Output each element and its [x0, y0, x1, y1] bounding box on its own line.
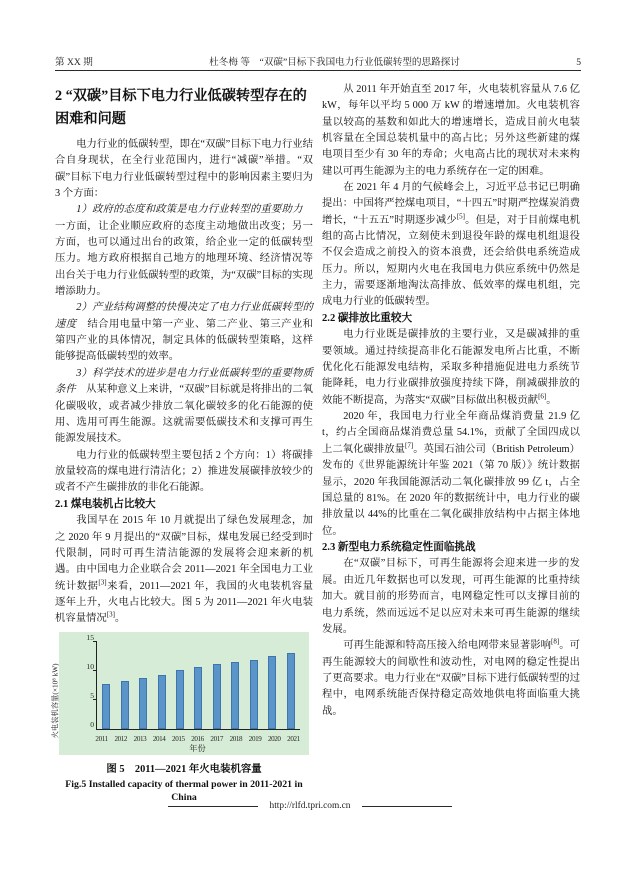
- x-tick-label: 2013: [133, 734, 147, 743]
- right-paragraph-4: [322, 409, 580, 540]
- factor-3-lead: 3）科学技术的进步是电力行业低碳转型的重要物质条件: [55, 367, 313, 396]
- y-tick-mark: [93, 670, 97, 671]
- bar-2014: [158, 675, 166, 729]
- section-2-2-heading: 2.2 碳排放比重较大: [322, 312, 413, 324]
- bar-slot: [282, 642, 300, 729]
- footer-rule-right: [362, 806, 452, 807]
- bar-slot: [208, 642, 226, 729]
- p4-text-2: 。英国石油公司（British Petroleum）发布的《世界能源统计年鉴 2021（第 70 版）》统计数据显示，2020 年我国能源活动二氧化碳排放 99 亿 t，占全国总量的 81%。在 2020 年的数据统计中，电力行业的碳排放量以 44%的比重在二氧化碳排放结构中占据主体地位。: [322, 443, 580, 537]
- x-tick-label: 2018: [229, 734, 243, 743]
- bar-slot: [97, 642, 115, 729]
- y-tick-label: 15: [86, 632, 94, 642]
- factor-2-body: 结合用电量中第一产业、第二产业、第三产业和第四产业的具体情况，制定具体的低碳转型策略，这样能够提高低碳转型的效率。: [55, 318, 313, 363]
- citation-7: [7]: [405, 441, 414, 450]
- x-tick-label: 2014: [152, 734, 166, 743]
- factor-3-body: 从某种意义上来讲，“双碳”目标就是将排出的二氧化碳吸收，或者减少排放二氧化碳较多的化石能源的使用、选用可再生能源。这就需要低碳技术和支撑可再生能源发展技术。: [55, 384, 313, 445]
- x-tick-label: 2021: [287, 734, 300, 743]
- figure5-chart: [50, 632, 309, 755]
- factor-item-2: [55, 300, 313, 365]
- factor-1-lead: 1）政府的态度和政策是电力行业转型的重要助力: [76, 204, 303, 216]
- citation-8: [8]: [551, 637, 560, 646]
- left-column: [50, 82, 313, 805]
- p2-text-2: 。但是，对于目前煤电机组的高占比情况，立刻使未到退役年龄的煤电机组退役不仅会造成之前投入的资本浪费，还会给供电系统造成压力。所以，短期内火电在我国电力供应系统中仍然是主力，需要逐渐地淘汰高排放、低效率的煤电机组，完成电力行业的低碳转型。: [322, 214, 580, 308]
- bar-slot: [152, 642, 170, 729]
- bar-slot: [171, 642, 189, 729]
- two-column-content: [50, 82, 581, 805]
- page-footer: [0, 801, 620, 811]
- bar-2012: [121, 681, 129, 729]
- p2-text-1: 在 2021 年 4 月的气候峰会上，习近平总书记已明确提出：中国将严控煤电项目，“十四五”时期严控煤炭消费增长，“十五五”时期逐步减少: [322, 182, 580, 226]
- bar-slot: [115, 642, 133, 729]
- p6-text-2: 。可再生能源较大的间歇性和波动性，对电网的稳定性提出了更高要求。电力行业在“双碳”目标下进行低碳转型的过程中，电网系统能否保持稳定高效地供电将面临重大挑战。: [322, 640, 580, 717]
- chart-x-axis-label: 年份: [189, 743, 206, 753]
- bar-2018: [231, 662, 239, 729]
- p3-text-2: 。: [546, 394, 557, 406]
- bar-slot: [189, 642, 207, 729]
- header-issue: 第 XX 期: [55, 57, 93, 68]
- chart-y-axis-label: 火电装机容量(×10⁸ kW): [50, 663, 60, 739]
- bar-2016: [194, 667, 202, 728]
- x-tick-label: 2016: [191, 734, 204, 743]
- x-tick-label: 2012: [114, 734, 128, 743]
- right-paragraph-5: 在“双碳”目标下，可再生能源将会迎来进一步的发展。由近几年数据也可以发现，可再生能源的比重持续加大。就目前的形势而言，电网稳定性可以支撑目前的电力系统，然而远远不足以应对未来可再生能源的继续发展。: [322, 558, 580, 635]
- factor-item-1: [55, 202, 313, 300]
- bar-slot: [226, 642, 244, 729]
- p6-text-1: 可再生能源和特高压接入给电网带来显著影响: [343, 640, 552, 652]
- p21-text-1: 我国早在 2015 年 10 月就提出了绿色发展理念，加之 2020 年 9 月提出的“双碳”目标，煤电发展已经受到时代限制，同时可再生清洁能源的发展将会迎来新的机遇。由中国电力企业联合会 2011—2021 年全国电力工业统计数据: [55, 515, 313, 592]
- right-column: [322, 82, 580, 805]
- factor-1-body: 一方面，让企业顺应政府的态度主动地做出改变；另一方面，也可以通过出台的政策，给企业一定的低碳转型压力。地方政府根据自己地方的地理环境、经济情况等出台关于电力行业低碳转型的政策，为“双碳”目标的实现增添助力。: [55, 204, 313, 298]
- section-2-1-paragraph: [55, 513, 313, 627]
- footer-url: http://rlfd.tpri.com.cn: [269, 801, 351, 811]
- right-paragraph-3: [322, 327, 580, 409]
- p21-text-3: 。: [114, 613, 126, 625]
- right-paragraph-6: [322, 638, 580, 720]
- y-tick-label: 10: [86, 661, 94, 671]
- factor-2-lead: 2）产业结构调整的快慢决定了电力行业低碳转型的速度: [55, 302, 313, 330]
- directions-paragraph: 电力行业的低碳转型主要包括 2 个方向：1）将碳排放量较高的煤电进行清洁化；2）推进发展碳排放较少的或者不产生碳排放的非化石能源。: [55, 449, 313, 494]
- right-paragraph-1: 从 2011 年开始直至 2017 年，火电装机容量从 7.6 亿 kW，每年以平均 5 000 万 kW 的增速增加。火电装机容量以较高的基数和如此大的增速增长，造成目前火电装机容量在全国总装机量中的高占比；另外这些新建的煤电项目至少有 30 年的寿命；火电高占比的现状对未来构建以可再生能源为主的电力系统存在一定的困难。: [322, 84, 580, 177]
- page-header: [55, 54, 581, 68]
- header-rule: [55, 70, 581, 71]
- header-page-number: 5: [576, 57, 581, 68]
- citation-3: [3]: [98, 578, 107, 587]
- header-running-title: 杜冬梅 等 “双碳”目标下我国电力行业低碳转型的思路探讨: [209, 57, 460, 68]
- intro-paragraph: 电力行业的低碳转型，即在“双碳”目标下电力行业结合自身现状，在全行业范围内，进行“减碳”举措。“双碳”目标下电力行业低碳转型过程中的影响因素主要归为 3 个方面：: [55, 139, 313, 200]
- y-tick-label: 5: [90, 690, 94, 700]
- section-2-heading: 2 “双碳”目标下电力行业低碳转型存在的困难和问题: [55, 88, 307, 127]
- right-paragraph-2: [322, 180, 580, 311]
- y-tick-label: 0: [90, 719, 94, 729]
- bar-2017: [213, 664, 221, 728]
- figure-caption-en: Fig.5 Installed capacity of thermal power in 2011-2021 in China: [65, 778, 303, 803]
- x-tick-label: 2020: [267, 734, 281, 743]
- bar-2020: [268, 656, 276, 729]
- bar-slot: [134, 642, 152, 729]
- footer-rule-left: [168, 806, 258, 807]
- bar-2013: [139, 678, 147, 728]
- x-tick-label: 2019: [248, 734, 262, 743]
- bar-2015: [176, 670, 184, 729]
- p4-text-1: 2020 年，我国电力行业全年商品煤消费量 21.9 亿 t，约占全国商品煤消费总量 54.1%，贡献了全国四成以上二氧化碳排放量: [322, 411, 580, 455]
- bar-slot: [263, 642, 281, 729]
- section-2-3-heading: 2.3 新型电力系统稳定性面临挑战: [322, 541, 476, 553]
- p3-text-1: 电力行业既是碳排放的主要行业，又是碳减排的重要领域。通过持续提高非化石能源发电所占比重，不断优化化石能源发电结构，采取多种措施促进电力系统节能降耗，电力行业碳排放强度持续下降，削减碳排放的效能不断提高，为落实“双碳”目标做出积极贡献: [322, 329, 580, 406]
- y-tick-mark: [93, 699, 97, 700]
- chart-plot: [86, 632, 300, 730]
- x-tick-label: 2015: [172, 734, 185, 743]
- citation-6: [6]: [538, 392, 547, 401]
- bar-slot: [245, 642, 263, 729]
- citation-3b: [3]: [106, 610, 115, 619]
- bar-2021: [287, 653, 295, 728]
- section-2-1-heading: 2.1 煤电装机占比较大: [55, 498, 156, 510]
- x-tick-label: 2017: [210, 734, 224, 743]
- bar-2019: [250, 660, 258, 729]
- p21-text-2: 来看，2011—2021 年，我国的火电装机容量逐年上升，火电占比较大。图 5 为 2011—2021 年火电装机容量情况: [55, 580, 313, 625]
- bar-2011: [102, 684, 110, 729]
- factor-item-3: [55, 366, 313, 448]
- y-tick-mark: [93, 641, 97, 642]
- figure-5: [50, 632, 313, 805]
- figure-caption-zh: 图 5 2011—2021 年火电装机容量: [106, 763, 262, 775]
- citation-5: [5]: [456, 212, 466, 221]
- x-tick-label: 2011: [95, 734, 108, 743]
